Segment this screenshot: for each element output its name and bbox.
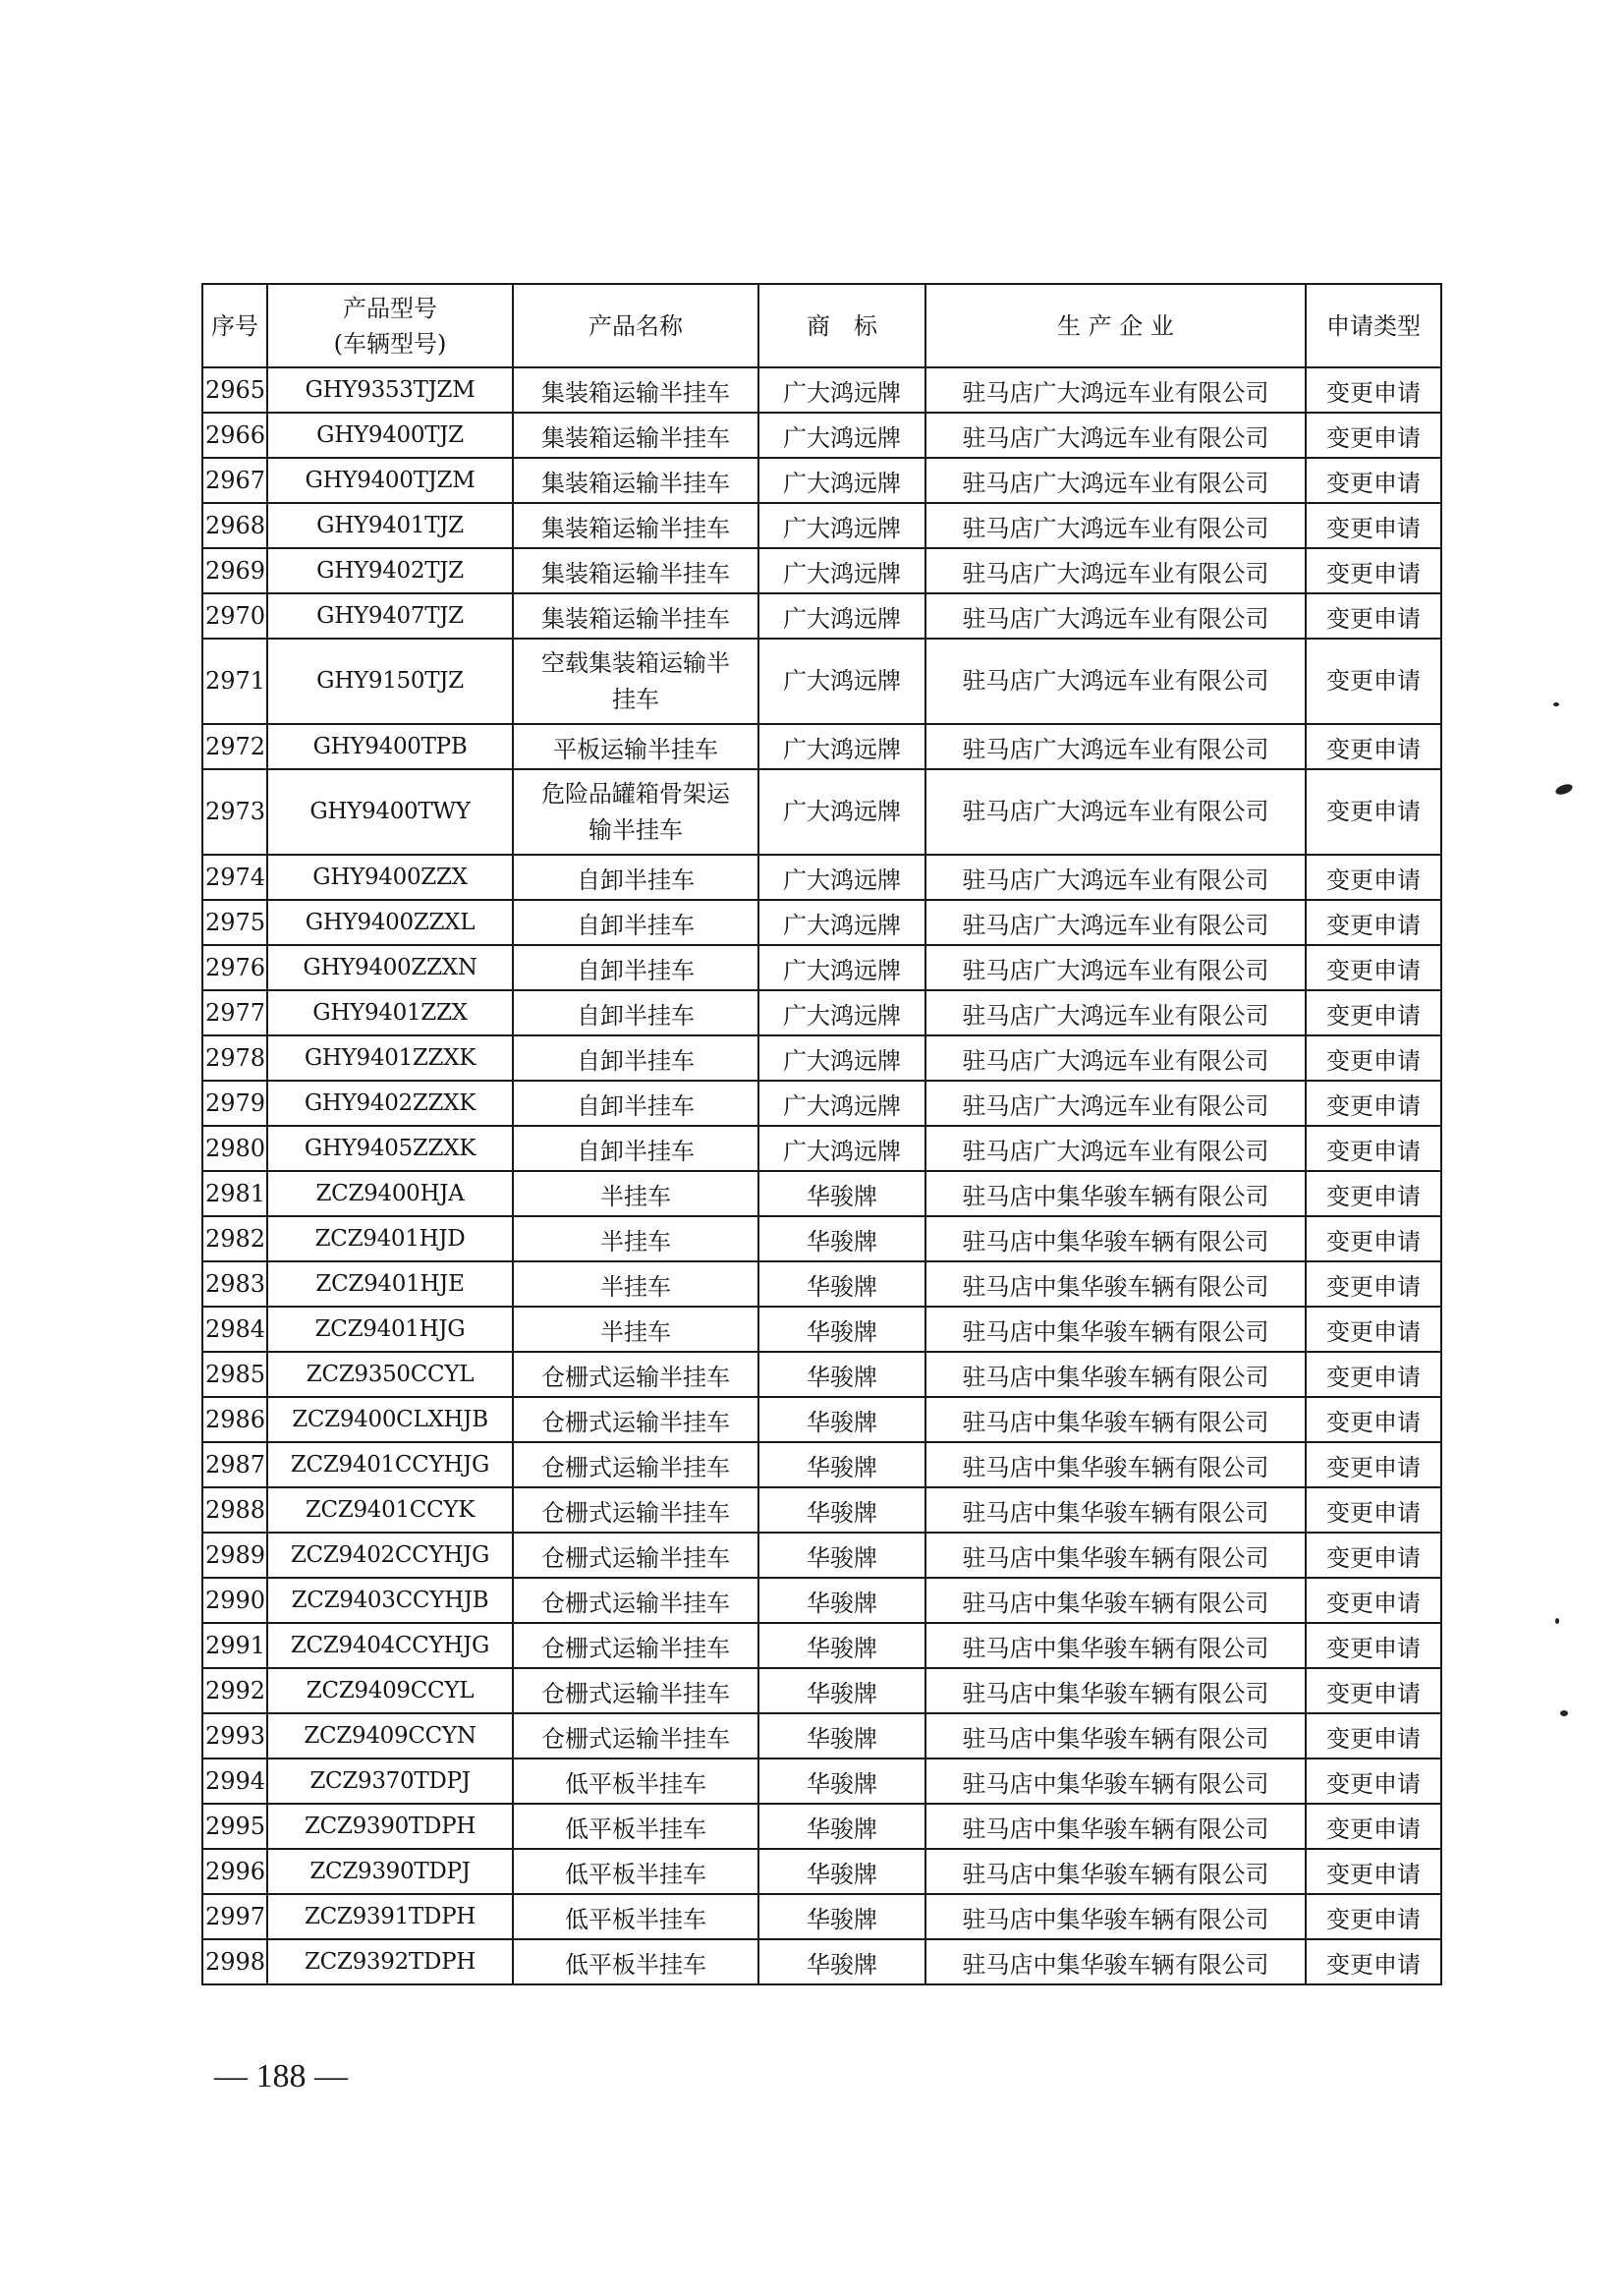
cell-manufacturer: 驻马店中集华骏车辆有限公司 bbox=[925, 1307, 1306, 1352]
vehicle-product-table bbox=[201, 283, 1442, 1985]
table-row bbox=[202, 1623, 1441, 1668]
header-type: 申请类型 bbox=[1306, 284, 1441, 367]
table-row bbox=[202, 593, 1441, 639]
cell-manufacturer: 驻马店广大鸿远车业有限公司 bbox=[925, 900, 1306, 945]
cell-type: 变更申请 bbox=[1306, 367, 1441, 413]
cell-seq: 2969 bbox=[202, 548, 267, 593]
cell-name: 自卸半挂车 bbox=[513, 945, 758, 990]
cell-brand: 广大鸿远牌 bbox=[758, 945, 925, 990]
cell-manufacturer: 驻马店广大鸿远车业有限公司 bbox=[925, 1126, 1306, 1171]
cell-name: 仓栅式运输半挂车 bbox=[513, 1713, 758, 1759]
scan-mark bbox=[1560, 1710, 1568, 1716]
cell-name: 自卸半挂车 bbox=[513, 855, 758, 900]
cell-name: 仓栅式运输半挂车 bbox=[513, 1352, 758, 1397]
cell-manufacturer: 驻马店广大鸿远车业有限公司 bbox=[925, 458, 1306, 503]
table-row bbox=[202, 1849, 1441, 1894]
cell-model: GHY9407TJZ bbox=[267, 593, 513, 639]
cell-name: 低平板半挂车 bbox=[513, 1804, 758, 1849]
cell-name: 危险品罐箱骨架运输半挂车 bbox=[513, 769, 758, 855]
cell-manufacturer: 驻马店中集华骏车辆有限公司 bbox=[925, 1759, 1306, 1804]
table-row bbox=[202, 1307, 1441, 1352]
table-row bbox=[202, 1759, 1441, 1804]
cell-manufacturer: 驻马店中集华骏车辆有限公司 bbox=[925, 1216, 1306, 1261]
table-row bbox=[202, 503, 1441, 548]
table-row bbox=[202, 413, 1441, 458]
cell-name: 仓栅式运输半挂车 bbox=[513, 1397, 758, 1442]
table-row bbox=[202, 1352, 1441, 1397]
cell-manufacturer: 驻马店中集华骏车辆有限公司 bbox=[925, 1804, 1306, 1849]
table-row bbox=[202, 900, 1441, 945]
cell-seq: 2973 bbox=[202, 769, 267, 855]
cell-seq: 2985 bbox=[202, 1352, 267, 1397]
cell-manufacturer: 驻马店中集华骏车辆有限公司 bbox=[925, 1668, 1306, 1713]
table-row bbox=[202, 855, 1441, 900]
cell-manufacturer: 驻马店中集华骏车辆有限公司 bbox=[925, 1397, 1306, 1442]
cell-brand: 华骏牌 bbox=[758, 1261, 925, 1307]
cell-brand: 广大鸿远牌 bbox=[758, 900, 925, 945]
table-row bbox=[202, 1487, 1441, 1533]
cell-type: 变更申请 bbox=[1306, 1894, 1441, 1939]
cell-name: 集装箱运输半挂车 bbox=[513, 367, 758, 413]
cell-seq: 2993 bbox=[202, 1713, 267, 1759]
cell-name: 仓栅式运输半挂车 bbox=[513, 1623, 758, 1668]
cell-name: 半挂车 bbox=[513, 1307, 758, 1352]
table-row bbox=[202, 458, 1441, 503]
cell-brand: 广大鸿远牌 bbox=[758, 1126, 925, 1171]
header-model bbox=[267, 284, 513, 367]
cell-name: 平板运输半挂车 bbox=[513, 724, 758, 769]
cell-manufacturer: 驻马店中集华骏车辆有限公司 bbox=[925, 1849, 1306, 1894]
cell-type: 变更申请 bbox=[1306, 1442, 1441, 1487]
cell-brand: 广大鸿远牌 bbox=[758, 413, 925, 458]
cell-brand: 华骏牌 bbox=[758, 1759, 925, 1804]
cell-name: 半挂车 bbox=[513, 1171, 758, 1216]
table-row bbox=[202, 1442, 1441, 1487]
cell-manufacturer: 驻马店中集华骏车辆有限公司 bbox=[925, 1533, 1306, 1578]
cell-name: 半挂车 bbox=[513, 1261, 758, 1307]
cell-model: GHY9400TPB bbox=[267, 724, 513, 769]
cell-model: GHY9353TJZM bbox=[267, 367, 513, 413]
cell-name: 集装箱运输半挂车 bbox=[513, 548, 758, 593]
cell-model: GHY9400TJZ bbox=[267, 413, 513, 458]
cell-model: GHY9402ZZXK bbox=[267, 1081, 513, 1126]
cell-manufacturer: 驻马店广大鸿远车业有限公司 bbox=[925, 1081, 1306, 1126]
cell-type: 变更申请 bbox=[1306, 639, 1441, 724]
cell-type: 变更申请 bbox=[1306, 1623, 1441, 1668]
cell-model: GHY9400TWY bbox=[267, 769, 513, 855]
header-model-line2: (车辆型号) bbox=[333, 329, 447, 358]
table-row bbox=[202, 1171, 1441, 1216]
cell-seq: 2998 bbox=[202, 1939, 267, 1984]
cell-name: 集装箱运输半挂车 bbox=[513, 458, 758, 503]
cell-name: 自卸半挂车 bbox=[513, 990, 758, 1035]
cell-type: 变更申请 bbox=[1306, 1668, 1441, 1713]
cell-name: 自卸半挂车 bbox=[513, 1126, 758, 1171]
cell-brand: 广大鸿远牌 bbox=[758, 548, 925, 593]
cell-seq: 2987 bbox=[202, 1442, 267, 1487]
scan-mark bbox=[1553, 702, 1559, 706]
table-body bbox=[202, 367, 1441, 1984]
cell-manufacturer: 驻马店广大鸿远车业有限公司 bbox=[925, 945, 1306, 990]
cell-name: 仓栅式运输半挂车 bbox=[513, 1442, 758, 1487]
page-number: — 188 — bbox=[214, 2058, 348, 2094]
header-name: 产品名称 bbox=[513, 284, 758, 367]
cell-model: GHY9400ZZX bbox=[267, 855, 513, 900]
cell-brand: 广大鸿远牌 bbox=[758, 367, 925, 413]
cell-manufacturer: 驻马店中集华骏车辆有限公司 bbox=[925, 1171, 1306, 1216]
cell-seq: 2989 bbox=[202, 1533, 267, 1578]
cell-model: GHY9401ZZX bbox=[267, 990, 513, 1035]
cell-manufacturer: 驻马店中集华骏车辆有限公司 bbox=[925, 1352, 1306, 1397]
cell-seq: 2979 bbox=[202, 1081, 267, 1126]
cell-model: GHY9400ZZXN bbox=[267, 945, 513, 990]
cell-brand: 华骏牌 bbox=[758, 1533, 925, 1578]
cell-type: 变更申请 bbox=[1306, 900, 1441, 945]
cell-seq: 2994 bbox=[202, 1759, 267, 1804]
cell-name: 空载集装箱运输半挂车 bbox=[513, 639, 758, 724]
cell-brand: 华骏牌 bbox=[758, 1171, 925, 1216]
cell-manufacturer: 驻马店广大鸿远车业有限公司 bbox=[925, 769, 1306, 855]
cell-manufacturer: 驻马店广大鸿远车业有限公司 bbox=[925, 990, 1306, 1035]
cell-brand: 华骏牌 bbox=[758, 1623, 925, 1668]
table-row bbox=[202, 1533, 1441, 1578]
cell-seq: 2971 bbox=[202, 639, 267, 724]
cell-seq: 2986 bbox=[202, 1397, 267, 1442]
cell-type: 变更申请 bbox=[1306, 1397, 1441, 1442]
cell-name: 低平板半挂车 bbox=[513, 1849, 758, 1894]
cell-seq: 2966 bbox=[202, 413, 267, 458]
cell-type: 变更申请 bbox=[1306, 769, 1441, 855]
table-row bbox=[202, 367, 1441, 413]
table-header-row bbox=[202, 284, 1441, 367]
cell-name: 低平板半挂车 bbox=[513, 1894, 758, 1939]
cell-manufacturer: 驻马店中集华骏车辆有限公司 bbox=[925, 1261, 1306, 1307]
cell-name: 自卸半挂车 bbox=[513, 1081, 758, 1126]
cell-brand: 广大鸿远牌 bbox=[758, 503, 925, 548]
cell-type: 变更申请 bbox=[1306, 724, 1441, 769]
header-manufacturer: 生 产 企 业 bbox=[925, 284, 1306, 367]
cell-name: 集装箱运输半挂车 bbox=[513, 413, 758, 458]
cell-name: 仓栅式运输半挂车 bbox=[513, 1487, 758, 1533]
cell-seq: 2978 bbox=[202, 1035, 267, 1081]
cell-type: 变更申请 bbox=[1306, 458, 1441, 503]
cell-model: GHY9401ZZXK bbox=[267, 1035, 513, 1081]
table-row bbox=[202, 1216, 1441, 1261]
table-row bbox=[202, 769, 1441, 855]
table-row bbox=[202, 1804, 1441, 1849]
table-row bbox=[202, 1126, 1441, 1171]
cell-seq: 2972 bbox=[202, 724, 267, 769]
header-model-line1: 产品型号 bbox=[343, 294, 437, 322]
cell-seq: 2997 bbox=[202, 1894, 267, 1939]
scan-mark bbox=[1554, 782, 1574, 797]
cell-brand: 华骏牌 bbox=[758, 1216, 925, 1261]
cell-brand: 华骏牌 bbox=[758, 1352, 925, 1397]
cell-seq: 2976 bbox=[202, 945, 267, 990]
cell-manufacturer: 驻马店广大鸿远车业有限公司 bbox=[925, 724, 1306, 769]
cell-seq: 2996 bbox=[202, 1849, 267, 1894]
table-row bbox=[202, 1397, 1441, 1442]
cell-seq: 2995 bbox=[202, 1804, 267, 1849]
cell-brand: 华骏牌 bbox=[758, 1894, 925, 1939]
cell-seq: 2981 bbox=[202, 1171, 267, 1216]
cell-manufacturer: 驻马店广大鸿远车业有限公司 bbox=[925, 503, 1306, 548]
cell-model: GHY9400ZZXL bbox=[267, 900, 513, 945]
cell-brand: 华骏牌 bbox=[758, 1487, 925, 1533]
cell-manufacturer: 驻马店广大鸿远车业有限公司 bbox=[925, 413, 1306, 458]
table-row bbox=[202, 1578, 1441, 1623]
cell-name: 自卸半挂车 bbox=[513, 900, 758, 945]
cell-model: ZCZ9401HJG bbox=[267, 1307, 513, 1352]
cell-type: 变更申请 bbox=[1306, 1352, 1441, 1397]
cell-brand: 华骏牌 bbox=[758, 1578, 925, 1623]
cell-brand: 广大鸿远牌 bbox=[758, 769, 925, 855]
cell-model: ZCZ9404CCYHJG bbox=[267, 1623, 513, 1668]
cell-type: 变更申请 bbox=[1306, 990, 1441, 1035]
cell-seq: 2984 bbox=[202, 1307, 267, 1352]
cell-model: ZCZ9401HJE bbox=[267, 1261, 513, 1307]
cell-seq: 2980 bbox=[202, 1126, 267, 1171]
cell-manufacturer: 驻马店广大鸿远车业有限公司 bbox=[925, 548, 1306, 593]
table-row bbox=[202, 1035, 1441, 1081]
cell-brand: 广大鸿远牌 bbox=[758, 855, 925, 900]
cell-manufacturer: 驻马店中集华骏车辆有限公司 bbox=[925, 1578, 1306, 1623]
table-row bbox=[202, 1713, 1441, 1759]
cell-model: ZCZ9400HJA bbox=[267, 1171, 513, 1216]
cell-type: 变更申请 bbox=[1306, 1216, 1441, 1261]
cell-type: 变更申请 bbox=[1306, 413, 1441, 458]
cell-manufacturer: 驻马店中集华骏车辆有限公司 bbox=[925, 1487, 1306, 1533]
table-row bbox=[202, 639, 1441, 724]
table-row bbox=[202, 1894, 1441, 1939]
cell-name: 集装箱运输半挂车 bbox=[513, 503, 758, 548]
header-brand: 商 标 bbox=[758, 284, 925, 367]
cell-manufacturer: 驻马店中集华骏车辆有限公司 bbox=[925, 1894, 1306, 1939]
cell-manufacturer: 驻马店广大鸿远车业有限公司 bbox=[925, 367, 1306, 413]
cell-model: GHY9405ZZXK bbox=[267, 1126, 513, 1171]
cell-model: GHY9400TJZM bbox=[267, 458, 513, 503]
cell-name: 半挂车 bbox=[513, 1216, 758, 1261]
cell-manufacturer: 驻马店中集华骏车辆有限公司 bbox=[925, 1442, 1306, 1487]
cell-name: 低平板半挂车 bbox=[513, 1759, 758, 1804]
cell-seq: 2983 bbox=[202, 1261, 267, 1307]
cell-type: 变更申请 bbox=[1306, 1713, 1441, 1759]
cell-type: 变更申请 bbox=[1306, 503, 1441, 548]
cell-model: ZCZ9403CCYHJB bbox=[267, 1578, 513, 1623]
cell-seq: 2990 bbox=[202, 1578, 267, 1623]
cell-manufacturer: 驻马店中集华骏车辆有限公司 bbox=[925, 1713, 1306, 1759]
cell-seq: 2967 bbox=[202, 458, 267, 503]
cell-model: ZCZ9391TDPH bbox=[267, 1894, 513, 1939]
cell-brand: 华骏牌 bbox=[758, 1668, 925, 1713]
cell-model: ZCZ9409CCYL bbox=[267, 1668, 513, 1713]
cell-type: 变更申请 bbox=[1306, 1307, 1441, 1352]
table-row bbox=[202, 1939, 1441, 1984]
cell-type: 变更申请 bbox=[1306, 1849, 1441, 1894]
cell-brand: 广大鸿远牌 bbox=[758, 990, 925, 1035]
cell-type: 变更申请 bbox=[1306, 1578, 1441, 1623]
cell-type: 变更申请 bbox=[1306, 855, 1441, 900]
cell-type: 变更申请 bbox=[1306, 1035, 1441, 1081]
cell-brand: 华骏牌 bbox=[758, 1713, 925, 1759]
cell-brand: 广大鸿远牌 bbox=[758, 458, 925, 503]
cell-manufacturer: 驻马店中集华骏车辆有限公司 bbox=[925, 1623, 1306, 1668]
cell-type: 变更申请 bbox=[1306, 1533, 1441, 1578]
cell-brand: 华骏牌 bbox=[758, 1849, 925, 1894]
cell-model: ZCZ9390TDPJ bbox=[267, 1849, 513, 1894]
cell-model: GHY9402TJZ bbox=[267, 548, 513, 593]
cell-model: ZCZ9401HJD bbox=[267, 1216, 513, 1261]
cell-brand: 广大鸿远牌 bbox=[758, 1081, 925, 1126]
cell-model: ZCZ9390TDPH bbox=[267, 1804, 513, 1849]
cell-seq: 2988 bbox=[202, 1487, 267, 1533]
cell-seq: 2992 bbox=[202, 1668, 267, 1713]
cell-manufacturer: 驻马店中集华骏车辆有限公司 bbox=[925, 1939, 1306, 1984]
cell-brand: 广大鸿远牌 bbox=[758, 1035, 925, 1081]
table-row bbox=[202, 990, 1441, 1035]
cell-seq: 2977 bbox=[202, 990, 267, 1035]
cell-brand: 广大鸿远牌 bbox=[758, 639, 925, 724]
cell-type: 变更申请 bbox=[1306, 1171, 1441, 1216]
cell-model: ZCZ9392TDPH bbox=[267, 1939, 513, 1984]
cell-name: 自卸半挂车 bbox=[513, 1035, 758, 1081]
cell-type: 变更申请 bbox=[1306, 1759, 1441, 1804]
scan-mark bbox=[1555, 1618, 1559, 1624]
cell-seq: 2968 bbox=[202, 503, 267, 548]
cell-brand: 华骏牌 bbox=[758, 1397, 925, 1442]
cell-type: 变更申请 bbox=[1306, 1081, 1441, 1126]
cell-name: 集装箱运输半挂车 bbox=[513, 593, 758, 639]
cell-name: 低平板半挂车 bbox=[513, 1939, 758, 1984]
cell-brand: 华骏牌 bbox=[758, 1804, 925, 1849]
cell-model: ZCZ9370TDPJ bbox=[267, 1759, 513, 1804]
cell-seq: 2965 bbox=[202, 367, 267, 413]
header-seq: 序号 bbox=[202, 284, 267, 367]
cell-type: 变更申请 bbox=[1306, 548, 1441, 593]
cell-brand: 广大鸿远牌 bbox=[758, 593, 925, 639]
cell-model: ZCZ9401CCYHJG bbox=[267, 1442, 513, 1487]
cell-model: ZCZ9402CCYHJG bbox=[267, 1533, 513, 1578]
cell-seq: 2991 bbox=[202, 1623, 267, 1668]
cell-seq: 2982 bbox=[202, 1216, 267, 1261]
cell-seq: 2974 bbox=[202, 855, 267, 900]
cell-seq: 2975 bbox=[202, 900, 267, 945]
table-row bbox=[202, 1081, 1441, 1126]
cell-name: 仓栅式运输半挂车 bbox=[513, 1533, 758, 1578]
cell-model: ZCZ9401CCYK bbox=[267, 1487, 513, 1533]
cell-type: 变更申请 bbox=[1306, 1939, 1441, 1984]
cell-brand: 华骏牌 bbox=[758, 1307, 925, 1352]
cell-manufacturer: 驻马店广大鸿远车业有限公司 bbox=[925, 855, 1306, 900]
cell-manufacturer: 驻马店广大鸿远车业有限公司 bbox=[925, 1035, 1306, 1081]
cell-type: 变更申请 bbox=[1306, 1804, 1441, 1849]
cell-brand: 华骏牌 bbox=[758, 1939, 925, 1984]
cell-type: 变更申请 bbox=[1306, 593, 1441, 639]
cell-model: ZCZ9409CCYN bbox=[267, 1713, 513, 1759]
cell-type: 变更申请 bbox=[1306, 1487, 1441, 1533]
cell-model: ZCZ9400CLXHJB bbox=[267, 1397, 513, 1442]
table-row bbox=[202, 724, 1441, 769]
cell-model: GHY9150TJZ bbox=[267, 639, 513, 724]
table-row bbox=[202, 1668, 1441, 1713]
cell-seq: 2970 bbox=[202, 593, 267, 639]
cell-manufacturer: 驻马店广大鸿远车业有限公司 bbox=[925, 639, 1306, 724]
cell-brand: 广大鸿远牌 bbox=[758, 724, 925, 769]
table-row bbox=[202, 548, 1441, 593]
cell-name: 仓栅式运输半挂车 bbox=[513, 1668, 758, 1713]
cell-manufacturer: 驻马店广大鸿远车业有限公司 bbox=[925, 593, 1306, 639]
cell-model: ZCZ9350CCYL bbox=[267, 1352, 513, 1397]
cell-name: 仓栅式运输半挂车 bbox=[513, 1578, 758, 1623]
cell-type: 变更申请 bbox=[1306, 945, 1441, 990]
cell-model: GHY9401TJZ bbox=[267, 503, 513, 548]
cell-type: 变更申请 bbox=[1306, 1126, 1441, 1171]
table-row bbox=[202, 945, 1441, 990]
cell-brand: 华骏牌 bbox=[758, 1442, 925, 1487]
table-row bbox=[202, 1261, 1441, 1307]
cell-type: 变更申请 bbox=[1306, 1261, 1441, 1307]
